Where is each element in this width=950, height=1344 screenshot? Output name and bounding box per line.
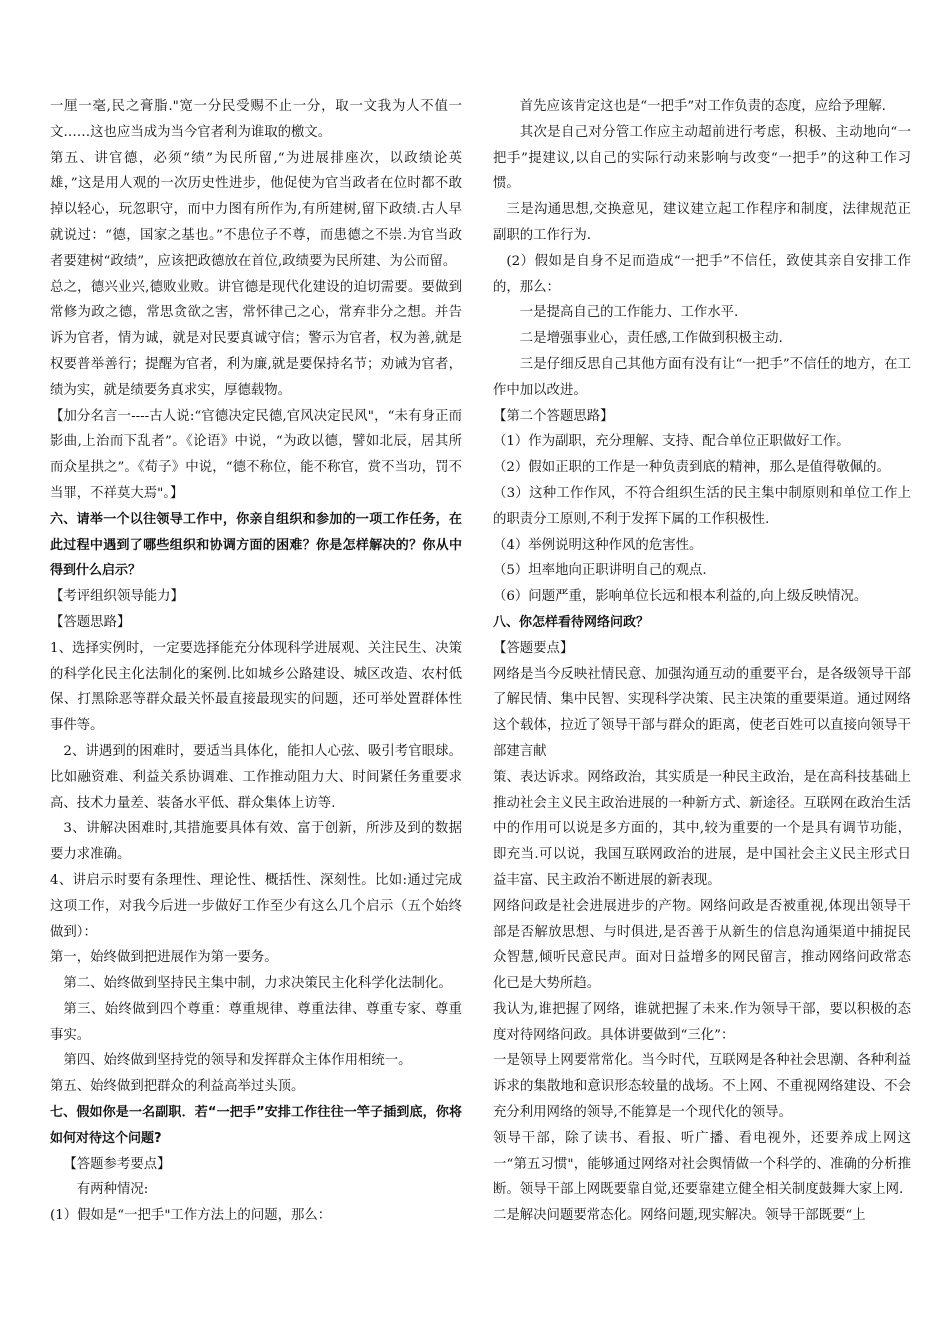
paragraph: 第五、讲官德，必须“绩”为民所留,“为进展排座次，以政绩论英雄，”这是用人观的一次历史性进步，他促使为官当政者在位时都不敢掉以轻心，玩忽职守，而中力图有所作为,有所建树,留下政绩.古人早就说过：“德，国家之基也。”不患位子不尊，而患德之不崇.为官当政者要建树“政绩”，应该把政德放在首位,政绩要为民所建、为公而留。	[50, 150, 462, 269]
paragraph: 首先应该肯定这也是“一把手”对工作负责的态度，应给予理解.	[519, 99, 886, 114]
paragraph: （3）这种工作作风，不符合组织生活的民主集中制原则和单位工作上的职责分工原则,不利于发挥下属的工作积极性.	[493, 485, 911, 527]
paragraph: 【第二个答题思路】	[493, 408, 614, 424]
paragraph: (1）假如是“一把手"工作方法上的问题，那么：	[50, 1208, 332, 1224]
paragraph: 第二、始终做到坚持民主集中制，力求决策民主化科学化法制化。	[63, 976, 452, 992]
paragraph: 策、表达诉求。网络政治，其实质是一种民主政治，是在高科技基础上推动社会主义民主政治进展的一种新方式、新途径。互联网在政治生活中的作用可以说是多方面的，其中,较为重要的一个是具有调节功能，即充当.可以说，我国互联网政治的进展，是中国社会主义民主形式日益丰富、民主政治不断进展的新表现。	[493, 769, 911, 888]
paragraph: (2）假如是自身不足而造成“一把手”不信任，致使其亲自安排工作的，那么：	[493, 253, 911, 295]
paragraph: 三是仔细反思自己其他方面有没有让“一把手”不信任的地方，在工作中加以改进。	[493, 356, 911, 398]
paragraph: 【加分名言一----古人说:“官德决定民德,官风决定民风"，“未有身正而影曲,上治而下乱者”。《论语》中说，“为政以德，譬如北辰，居其所而众星拱之”。《荀子》中说，“德不称位，能不称官，赏不当功，罚不当罪，不祥莫大焉"。】	[50, 408, 462, 501]
paragraph: 网络问政是社会进展进步的产物。网络问政是否被重视,体现出领导干部是否解放思想、与时俱进,是否善于从新生的信息沟通渠道中捕捉民众智慧,倾听民意民声。面对日益增多的网民留言，推动网络问政常态化已是大势所趋。	[493, 898, 911, 992]
paragraph: 第三、始终做到四个尊重：尊重规律、尊重法律、尊重专家、尊重事实。	[50, 1001, 462, 1043]
paragraph: 第五、始终做到把群众的利益高举过头顶。	[50, 1079, 305, 1095]
paragraph: （4）举例说明这种作风的危害性。	[493, 537, 703, 553]
paragraph: 我认为,谁把握了网络，谁就把握了未来.作为领导干部，要以积极的态度对待网络问政。具体讲要做到“三化”：	[493, 1001, 911, 1043]
paragraph: 一是领导上网要常常化。当今时代，互联网是各种社会思潮、各种利益诉求的集散地和意识形态较量的战场。不上网、不重视网络建设、不会充分利用网络的领导,不能算是一个现代化的领导。	[493, 1053, 911, 1121]
paragraph: （6）问题严重，影响单位长远和根本利益的,向上级反映情况。	[493, 589, 868, 605]
paragraph: 其次是自己对分管工作应主动超前进行考虑，积极、主动地向“一把手”提建议,以自己的实际行动来影响与改变“一把手”的这种工作习惯。	[493, 124, 911, 192]
paragraph: 有两种情况:	[76, 1182, 149, 1198]
paragraph: 【答题参考要点】	[63, 1156, 171, 1172]
paragraph: 3、讲解决困难时,其措施要具体有效、富于创新，所涉及到的数据要力求准确。	[50, 821, 462, 863]
paragraph: 三是沟通思想,交换意见，建议建立起工作程序和制度，法律规范正副职的工作行为.	[493, 202, 911, 243]
paragraph: （1）作为副职，充分理解、支持、配合单位正职做好工作。	[493, 434, 850, 450]
section-heading: 七、假如你是一名副职．若“一把手”安排工作往往一竿子插到底，你将如何对待这个问题?	[50, 1105, 462, 1146]
paragraph: 一厘一毫,民之膏脂."宽一分民受赐不止一分，取一文我为人不值一文……这也应当成为当今官者利为谁取的檄文。	[50, 99, 462, 140]
section-heading: 六、请举一个以往领导工作中，你亲自组织和参加的一项工作任务，在此过程中遇到了哪些组织和协调方面的困难？你是怎样解决的？你从中得到什么启示？	[50, 511, 462, 579]
paragraph: （5）坦率地向正职讲明自己的观点.	[493, 563, 707, 579]
left-column	[50, 94, 462, 1229]
paragraph: 总之，德兴业兴,德败业败。讲官德是现代化建设的迫切需要。要做到常修为政之德，常思贪欲之害，常怀律己之心，常弃非分之想。并告诉为官者，情为诚，就是对民要真诚守信；警示为官者，权为善,就是权要普举善行；提醒为官者，利为廉,就是要保持名节；劝诫为官者，绩为实，就是绩要务真求实，厚德载物。	[50, 279, 462, 398]
paragraph: 【考评组织领导能力】	[50, 589, 184, 605]
paragraph: 二是增强事业心，责任感,工作做到积极主动.	[519, 331, 783, 347]
paragraph: 【答题思路】	[50, 614, 131, 630]
paragraph: 第四、始终做到坚持党的领导和发挥群众主体作用相统一。	[63, 1053, 412, 1069]
paragraph: 网络是当今反映社情民意、加强沟通互动的重要平台，是各级领导干部了解民情、集中民智、实现科学决策、民主决策的重要渠道。通过网络这个载体，拉近了领导干部与群众的距离，使老百姓可以直接向领导干部建言献	[493, 666, 911, 759]
right-column	[493, 94, 911, 1229]
paragraph: 二是解决问题要常态化。网络问题,现实解决。领导干部既要“上	[493, 1208, 866, 1224]
paragraph: （2）假如正职的工作是一种负责到底的精神，那么是值得敬佩的。	[493, 460, 890, 476]
paragraph: 1、选择实例时，一定要选择能充分体现科学进展观、关注民生、决策的科学化民主化法制化的案例.比如城乡公路建设、城区改造、农村低保、打黑除恶等群众最关怀最直接最现实的问题，还可举处置群体性事件等。	[50, 640, 462, 734]
paragraph: 第一，始终做到把进展作为第一要务。	[50, 950, 278, 966]
paragraph: 【答题要点】	[493, 640, 574, 656]
paragraph: 2、讲遇到的困难时，要适当具体化，能扣人心弦、吸引考官眼球。比如融资难、利益关系协调难、工作推动阻力大、时间紧任务重要求高、技术力量差、装备水平低、群众集体上访等.	[50, 743, 462, 811]
paragraph: 领导干部，除了读书、看报、听广播、看电视外，还要养成上网这一“第五习惯"，能够通过网络对社会舆情做一个科学的、准确的分析推断。领导干部上网既要靠自觉,还要靠建立健全相关制度鼓舞大家上网.	[493, 1130, 911, 1198]
section-heading: 八、你怎样看待网络问政？	[493, 614, 650, 630]
paragraph: 4、讲启示时要有条理性、理论性、概括性、深刻性。比如:通过完成这项工作，对我今后进一步做好工作至少有这么几个启示（五个始终做到）：	[50, 872, 462, 940]
paragraph: 一是提高自己的工作能力、工作水平.	[519, 305, 739, 321]
